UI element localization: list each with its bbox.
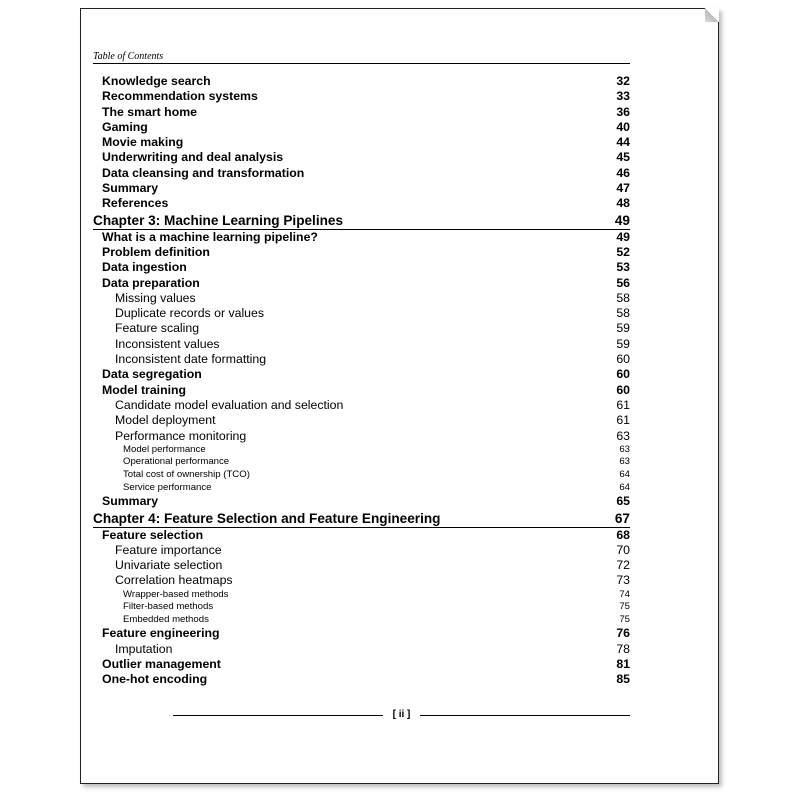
page-footer [173, 708, 630, 722]
toc-section-entry[interactable] [93, 494, 630, 509]
toc-section-entry[interactable] [93, 230, 630, 245]
toc-entry-title: Service performance [123, 481, 212, 493]
toc-entry-title: What is a machine learning pipeline? [102, 229, 318, 244]
toc-section-entry[interactable] [93, 166, 630, 181]
toc-entry-title: Recommendation systems [102, 89, 258, 104]
toc-entry-title: Movie making [102, 135, 184, 150]
toc-entry-page-number: 45 [616, 150, 630, 165]
toc-section-entry[interactable] [93, 276, 630, 291]
toc-subsection-entry[interactable] [93, 413, 630, 428]
toc-entry-page-number: 58 [616, 290, 630, 305]
toc-subsubsection-entry[interactable] [93, 456, 630, 469]
toc-entry-title: Correlation heatmaps [115, 573, 233, 588]
toc-entry-page-number: 60 [616, 382, 630, 397]
toc-section-entry[interactable] [93, 383, 630, 398]
toc-entry-page-number: 36 [616, 104, 630, 119]
toc-entry-page-number: 75 [619, 601, 630, 613]
toc-section-entry[interactable] [93, 105, 630, 120]
toc-entry-page-number: 53 [616, 260, 630, 275]
toc-entry-title: Univariate selection [115, 558, 223, 573]
toc-entry-page-number: 56 [616, 275, 630, 290]
toc-subsection-entry[interactable] [93, 291, 630, 306]
toc-entry-page-number: 49 [614, 212, 630, 228]
toc-entry-page-number: 40 [616, 119, 630, 134]
toc-entry-title: Chapter 3: Machine Learning Pipelines [93, 212, 344, 228]
toc-entry-title: Feature importance [115, 542, 222, 557]
toc-section-entry[interactable] [93, 528, 630, 543]
footer-rule-right [420, 715, 630, 716]
toc-entry-title: Data cleansing and transformation [102, 165, 305, 180]
toc-section-entry[interactable] [93, 672, 630, 687]
toc-entry-page-number: 76 [616, 626, 630, 641]
toc-entry-page-number: 72 [616, 558, 630, 573]
toc-entry-title: Data preparation [102, 275, 200, 290]
toc-entry-page-number: 64 [619, 469, 630, 481]
toc-entry-page-number: 67 [614, 510, 630, 526]
toc-entry-page-number: 78 [616, 641, 630, 656]
toc-subsection-entry[interactable] [93, 321, 630, 336]
toc-entry-page-number: 59 [616, 336, 630, 351]
toc-entry-title: One-hot encoding [102, 672, 208, 687]
toc-entry-page-number: 75 [619, 613, 630, 625]
toc-section-entry[interactable] [93, 74, 630, 89]
toc-entry-title: Filter-based methods [123, 601, 214, 613]
toc-entry-page-number: 47 [616, 181, 630, 196]
toc-entry-page-number: 63 [619, 443, 630, 455]
toc-entry-title: Feature scaling [115, 321, 200, 336]
toc-subsubsection-entry[interactable] [93, 469, 630, 482]
toc-entry-title: Outlier management [102, 657, 221, 672]
toc-entry-title: Chapter 4: Feature Selection and Feature Engineering [93, 510, 441, 526]
toc-subsubsection-entry[interactable] [93, 601, 630, 614]
toc-entry-title: Knowledge search [102, 74, 211, 88]
toc-entry-title: Model deployment [115, 413, 216, 428]
toc-entry-title: Model performance [123, 443, 206, 455]
toc-entry-title: Underwriting and deal analysis [102, 150, 284, 165]
toc-entry-page-number: 70 [616, 542, 630, 557]
toc-entry-title: Inconsistent date formatting [115, 352, 267, 367]
toc-entry-page-number: 61 [616, 413, 630, 428]
toc-entry-title: Performance monitoring [115, 428, 247, 443]
toc-entry-page-number: 68 [616, 527, 630, 542]
toc-entry-title: Operational performance [123, 456, 230, 468]
toc-entry-title: Data ingestion [102, 260, 187, 275]
toc-entry-title: References [102, 196, 169, 211]
toc-entry-page-number: 32 [616, 74, 630, 88]
toc-subsubsection-entry[interactable] [93, 614, 630, 627]
toc-chapter-entry[interactable] [93, 510, 630, 528]
toc-subsubsection-entry[interactable] [93, 444, 630, 457]
toc-entry-title: Imputation [115, 641, 173, 656]
toc-entry-page-number: 73 [616, 573, 630, 588]
toc-section-entry[interactable] [93, 150, 630, 165]
toc-entry-title: Candidate model evaluation and selection [115, 397, 344, 412]
toc-entry-page-number: 63 [616, 428, 630, 443]
toc-subsection-entry[interactable] [93, 642, 630, 657]
toc-subsection-entry[interactable] [93, 306, 630, 321]
toc-entry-page-number: 74 [619, 588, 630, 600]
toc-entry-title: Problem definition [102, 244, 210, 259]
toc-subsection-entry[interactable] [93, 337, 630, 352]
toc-entry-title: Data segregation [102, 367, 202, 382]
toc-entry-page-number: 60 [616, 367, 630, 382]
toc-section-entry[interactable] [93, 245, 630, 260]
toc-entry-title: Inconsistent values [115, 336, 220, 351]
toc-entry-title: Total cost of ownership (TCO) [123, 469, 250, 481]
toc-entry-title: Gaming [102, 119, 148, 134]
toc-entry-title: Model training [102, 382, 187, 397]
toc-entry-title: Duplicate records or values [115, 306, 264, 321]
toc-entry-title: Feature engineering [102, 626, 220, 641]
toc-entry-page-number: 46 [616, 165, 630, 180]
page-corner-fold [705, 8, 719, 22]
toc-entry-page-number: 44 [616, 135, 630, 150]
toc-section-entry[interactable] [93, 260, 630, 275]
toc-subsubsection-entry[interactable] [93, 589, 630, 602]
toc-section-entry[interactable] [93, 196, 630, 211]
toc-entry-title: Wrapper-based methods [123, 588, 229, 600]
toc-section-entry[interactable] [93, 135, 630, 150]
toc-chapter-entry[interactable] [93, 212, 630, 230]
toc-entry-page-number: 81 [616, 657, 630, 672]
toc-entry-page-number: 60 [616, 352, 630, 367]
table-of-contents [93, 74, 630, 688]
toc-entry-page-number: 61 [616, 397, 630, 412]
toc-entry-page-number: 33 [616, 89, 630, 104]
toc-entry-title: Missing values [115, 290, 196, 305]
toc-entry-title: The smart home [102, 104, 197, 119]
toc-subsection-entry[interactable] [93, 352, 630, 367]
toc-entry-page-number: 58 [616, 306, 630, 321]
page-number: [ ii ] [392, 709, 411, 720]
toc-subsection-entry[interactable] [93, 543, 630, 558]
toc-subsection-entry[interactable] [93, 573, 630, 588]
toc-entry-title: Summary [102, 494, 159, 509]
toc-subsection-entry[interactable] [93, 429, 630, 444]
toc-section-entry[interactable] [93, 626, 630, 641]
toc-entry-page-number: 59 [616, 321, 630, 336]
toc-entry-page-number: 65 [616, 494, 630, 509]
toc-subsection-entry[interactable] [93, 558, 630, 573]
toc-entry-title: Summary [102, 181, 159, 196]
toc-section-entry[interactable] [93, 89, 630, 104]
toc-subsection-entry[interactable] [93, 398, 630, 413]
toc-subsubsection-entry[interactable] [93, 482, 630, 495]
toc-entry-page-number: 52 [616, 244, 630, 259]
toc-entry-page-number: 85 [616, 672, 630, 687]
toc-entry-page-number: 49 [616, 229, 630, 244]
running-header: Table of Contents [93, 51, 630, 64]
toc-section-entry[interactable] [93, 181, 630, 196]
toc-entry-title: Feature selection [102, 527, 204, 542]
toc-entry-title: Embedded methods [123, 613, 209, 625]
toc-section-entry[interactable] [93, 367, 630, 382]
toc-entry-page-number: 64 [619, 481, 630, 493]
toc-section-entry[interactable] [93, 120, 630, 135]
toc-section-entry[interactable] [93, 657, 630, 672]
toc-entry-page-number: 48 [616, 196, 630, 211]
toc-entry-page-number: 63 [619, 456, 630, 468]
